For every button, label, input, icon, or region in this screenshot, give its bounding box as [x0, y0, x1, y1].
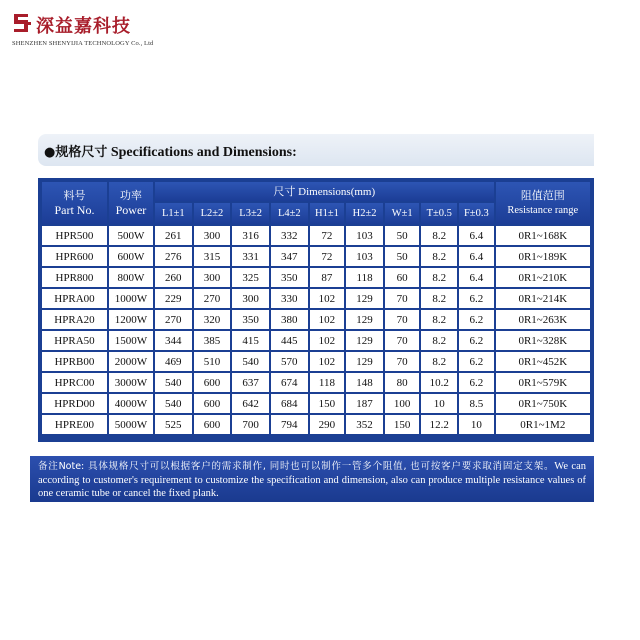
- note-en: We can according to customer's requirement to customize the specification and dimension, also can produce multiple resistance values of one ceramic tube or cancel the fixed plank.: [38, 461, 586, 499]
- cell-l1: 525: [155, 415, 192, 434]
- cell-w: 70: [385, 352, 420, 371]
- header-row: [42, 182, 590, 201]
- table-row: [42, 268, 590, 287]
- cell-h2: 103: [346, 247, 383, 266]
- cell-l2: 385: [194, 331, 231, 350]
- cell-h2: 148: [346, 373, 383, 392]
- cell-l1: 469: [155, 352, 192, 371]
- cell-f: 8.5: [459, 394, 494, 413]
- section-title-cn: 规格尺寸: [55, 145, 108, 160]
- cell-l4: 794: [271, 415, 308, 434]
- cell-part: HPRC00: [42, 373, 107, 392]
- cell-t: 10.2: [421, 373, 457, 392]
- header-f: F±0.3: [459, 203, 494, 224]
- cell-l1: 540: [155, 373, 192, 392]
- cell-h1: 290: [310, 415, 345, 434]
- section-title: [44, 141, 297, 161]
- cell-t: 10: [421, 394, 457, 413]
- table-row: [42, 247, 590, 266]
- cell-power: 3000W: [109, 373, 153, 392]
- cell-l3: 540: [232, 352, 269, 371]
- header-power: 功率 Power: [109, 182, 153, 224]
- cell-h2: 103: [346, 226, 383, 245]
- cell-power: 1500W: [109, 331, 153, 350]
- cell-h2: 129: [346, 289, 383, 308]
- cell-power: 500W: [109, 226, 153, 245]
- cell-l3: 316: [232, 226, 269, 245]
- cell-w: 150: [385, 415, 420, 434]
- cell-l4: 350: [271, 268, 308, 287]
- cell-h2: 352: [346, 415, 383, 434]
- cell-f: 6.2: [459, 373, 494, 392]
- cell-l1: 261: [155, 226, 192, 245]
- cell-h1: 72: [310, 226, 345, 245]
- cell-l3: 300: [232, 289, 269, 308]
- cell-l1: 270: [155, 310, 192, 329]
- header-h2: H2±2: [346, 203, 383, 224]
- cell-h2: 129: [346, 352, 383, 371]
- cell-part: HPRB00: [42, 352, 107, 371]
- cell-part: HPRD00: [42, 394, 107, 413]
- cell-range: 0R1~328K: [496, 331, 590, 350]
- cell-f: 6.2: [459, 352, 494, 371]
- cell-power: 5000W: [109, 415, 153, 434]
- table-row: [42, 373, 590, 392]
- header-t: T±0.5: [421, 203, 457, 224]
- cell-t: 8.2: [421, 247, 457, 266]
- header-dimensions: 尺寸 Dimensions(mm): [155, 182, 494, 201]
- cell-t: 8.2: [421, 310, 457, 329]
- table-row: [42, 415, 590, 434]
- header-w: W±1: [385, 203, 420, 224]
- cell-l3: 325: [232, 268, 269, 287]
- cell-l1: 276: [155, 247, 192, 266]
- cell-t: 8.2: [421, 352, 457, 371]
- cell-power: 600W: [109, 247, 153, 266]
- cell-t: 12.2: [421, 415, 457, 434]
- cell-h1: 72: [310, 247, 345, 266]
- company-logo-icon: [12, 12, 32, 34]
- table-row: [42, 226, 590, 245]
- cell-f: 6.2: [459, 331, 494, 350]
- cell-l3: 637: [232, 373, 269, 392]
- cell-part: HPRA20: [42, 310, 107, 329]
- cell-l2: 300: [194, 268, 231, 287]
- cell-l2: 600: [194, 373, 231, 392]
- section-title-en: Specifications and Dimensions:: [110, 145, 297, 160]
- cell-h1: 87: [310, 268, 345, 287]
- cell-l4: 347: [271, 247, 308, 266]
- cell-w: 70: [385, 331, 420, 350]
- cell-l1: 229: [155, 289, 192, 308]
- note-cn: 备注Note: 具体规格尺寸可以根据客户的需求制作, 同时也可以制作一管多个阻值, 也可按客户要求取消固定支架。: [38, 461, 555, 472]
- cell-l4: 684: [271, 394, 308, 413]
- cell-part: HPR800: [42, 268, 107, 287]
- table-row: [42, 394, 590, 413]
- header-part-no: 料号 Part No.: [42, 182, 107, 224]
- cell-range: 0R1~579K: [496, 373, 590, 392]
- spec-table: [38, 178, 594, 442]
- cell-t: 8.2: [421, 226, 457, 245]
- cell-l3: 331: [232, 247, 269, 266]
- cell-l3: 415: [232, 331, 269, 350]
- header-resistance-range: 阻值范围 Resistance range: [496, 182, 590, 224]
- cell-power: 1200W: [109, 310, 153, 329]
- company-name-en: SHENZHEN SHENYIJIA TECHNOLOGY Co., Ltd: [12, 40, 154, 47]
- cell-f: 10: [459, 415, 494, 434]
- cell-l2: 315: [194, 247, 231, 266]
- header-l2: L2±2: [194, 203, 231, 224]
- cell-w: 70: [385, 310, 420, 329]
- cell-w: 50: [385, 226, 420, 245]
- cell-f: 6.4: [459, 247, 494, 266]
- cell-power: 800W: [109, 268, 153, 287]
- cell-part: HPR600: [42, 247, 107, 266]
- cell-l3: 700: [232, 415, 269, 434]
- company-name-cn: 深益嘉科技: [36, 16, 131, 37]
- cell-f: 6.2: [459, 310, 494, 329]
- cell-range: 0R1~168K: [496, 226, 590, 245]
- cell-l4: 332: [271, 226, 308, 245]
- cell-l1: 260: [155, 268, 192, 287]
- cell-l2: 510: [194, 352, 231, 371]
- cell-range: 0R1~263K: [496, 310, 590, 329]
- cell-power: 2000W: [109, 352, 153, 371]
- cell-w: 80: [385, 373, 420, 392]
- cell-power: 1000W: [109, 289, 153, 308]
- cell-l4: 445: [271, 331, 308, 350]
- cell-t: 8.2: [421, 289, 457, 308]
- header-l1: L1±1: [155, 203, 192, 224]
- cell-l4: 674: [271, 373, 308, 392]
- header-l3: L3±2: [232, 203, 269, 224]
- cell-f: 6.2: [459, 289, 494, 308]
- table-row: [42, 289, 590, 308]
- cell-h2: 187: [346, 394, 383, 413]
- cell-w: 50: [385, 247, 420, 266]
- cell-l2: 600: [194, 415, 231, 434]
- cell-part: HPRA00: [42, 289, 107, 308]
- table-row: [42, 310, 590, 329]
- cell-l2: 320: [194, 310, 231, 329]
- cell-h1: 102: [310, 331, 345, 350]
- cell-h1: 102: [310, 310, 345, 329]
- cell-l4: 570: [271, 352, 308, 371]
- cell-h1: 102: [310, 352, 345, 371]
- cell-range: 0R1~210K: [496, 268, 590, 287]
- cell-t: 8.2: [421, 331, 457, 350]
- cell-range: 0R1~452K: [496, 352, 590, 371]
- cell-h1: 150: [310, 394, 345, 413]
- note: [30, 456, 594, 502]
- cell-part: HPRE00: [42, 415, 107, 434]
- cell-w: 60: [385, 268, 420, 287]
- cell-l2: 600: [194, 394, 231, 413]
- cell-range: 0R1~750K: [496, 394, 590, 413]
- cell-h2: 129: [346, 310, 383, 329]
- bullet-icon: ●: [44, 145, 56, 160]
- header: [0, 0, 640, 60]
- cell-w: 70: [385, 289, 420, 308]
- cell-part: HPR500: [42, 226, 107, 245]
- cell-h2: 129: [346, 331, 383, 350]
- cell-l1: 344: [155, 331, 192, 350]
- cell-h1: 102: [310, 289, 345, 308]
- header-h1: H1±1: [310, 203, 345, 224]
- cell-l3: 350: [232, 310, 269, 329]
- cell-l4: 330: [271, 289, 308, 308]
- cell-f: 6.4: [459, 268, 494, 287]
- cell-l4: 380: [271, 310, 308, 329]
- cell-f: 6.4: [459, 226, 494, 245]
- cell-range: 0R1~189K: [496, 247, 590, 266]
- cell-t: 8.2: [421, 268, 457, 287]
- cell-h2: 118: [346, 268, 383, 287]
- cell-range: 0R1~214K: [496, 289, 590, 308]
- table-row: [42, 331, 590, 350]
- cell-w: 100: [385, 394, 420, 413]
- cell-l2: 300: [194, 226, 231, 245]
- cell-l2: 270: [194, 289, 231, 308]
- cell-part: HPRA50: [42, 331, 107, 350]
- cell-l1: 540: [155, 394, 192, 413]
- cell-power: 4000W: [109, 394, 153, 413]
- header-l4: L4±2: [271, 203, 308, 224]
- cell-h1: 118: [310, 373, 345, 392]
- table-row: [42, 352, 590, 371]
- cell-range: 0R1~1M2: [496, 415, 590, 434]
- cell-l3: 642: [232, 394, 269, 413]
